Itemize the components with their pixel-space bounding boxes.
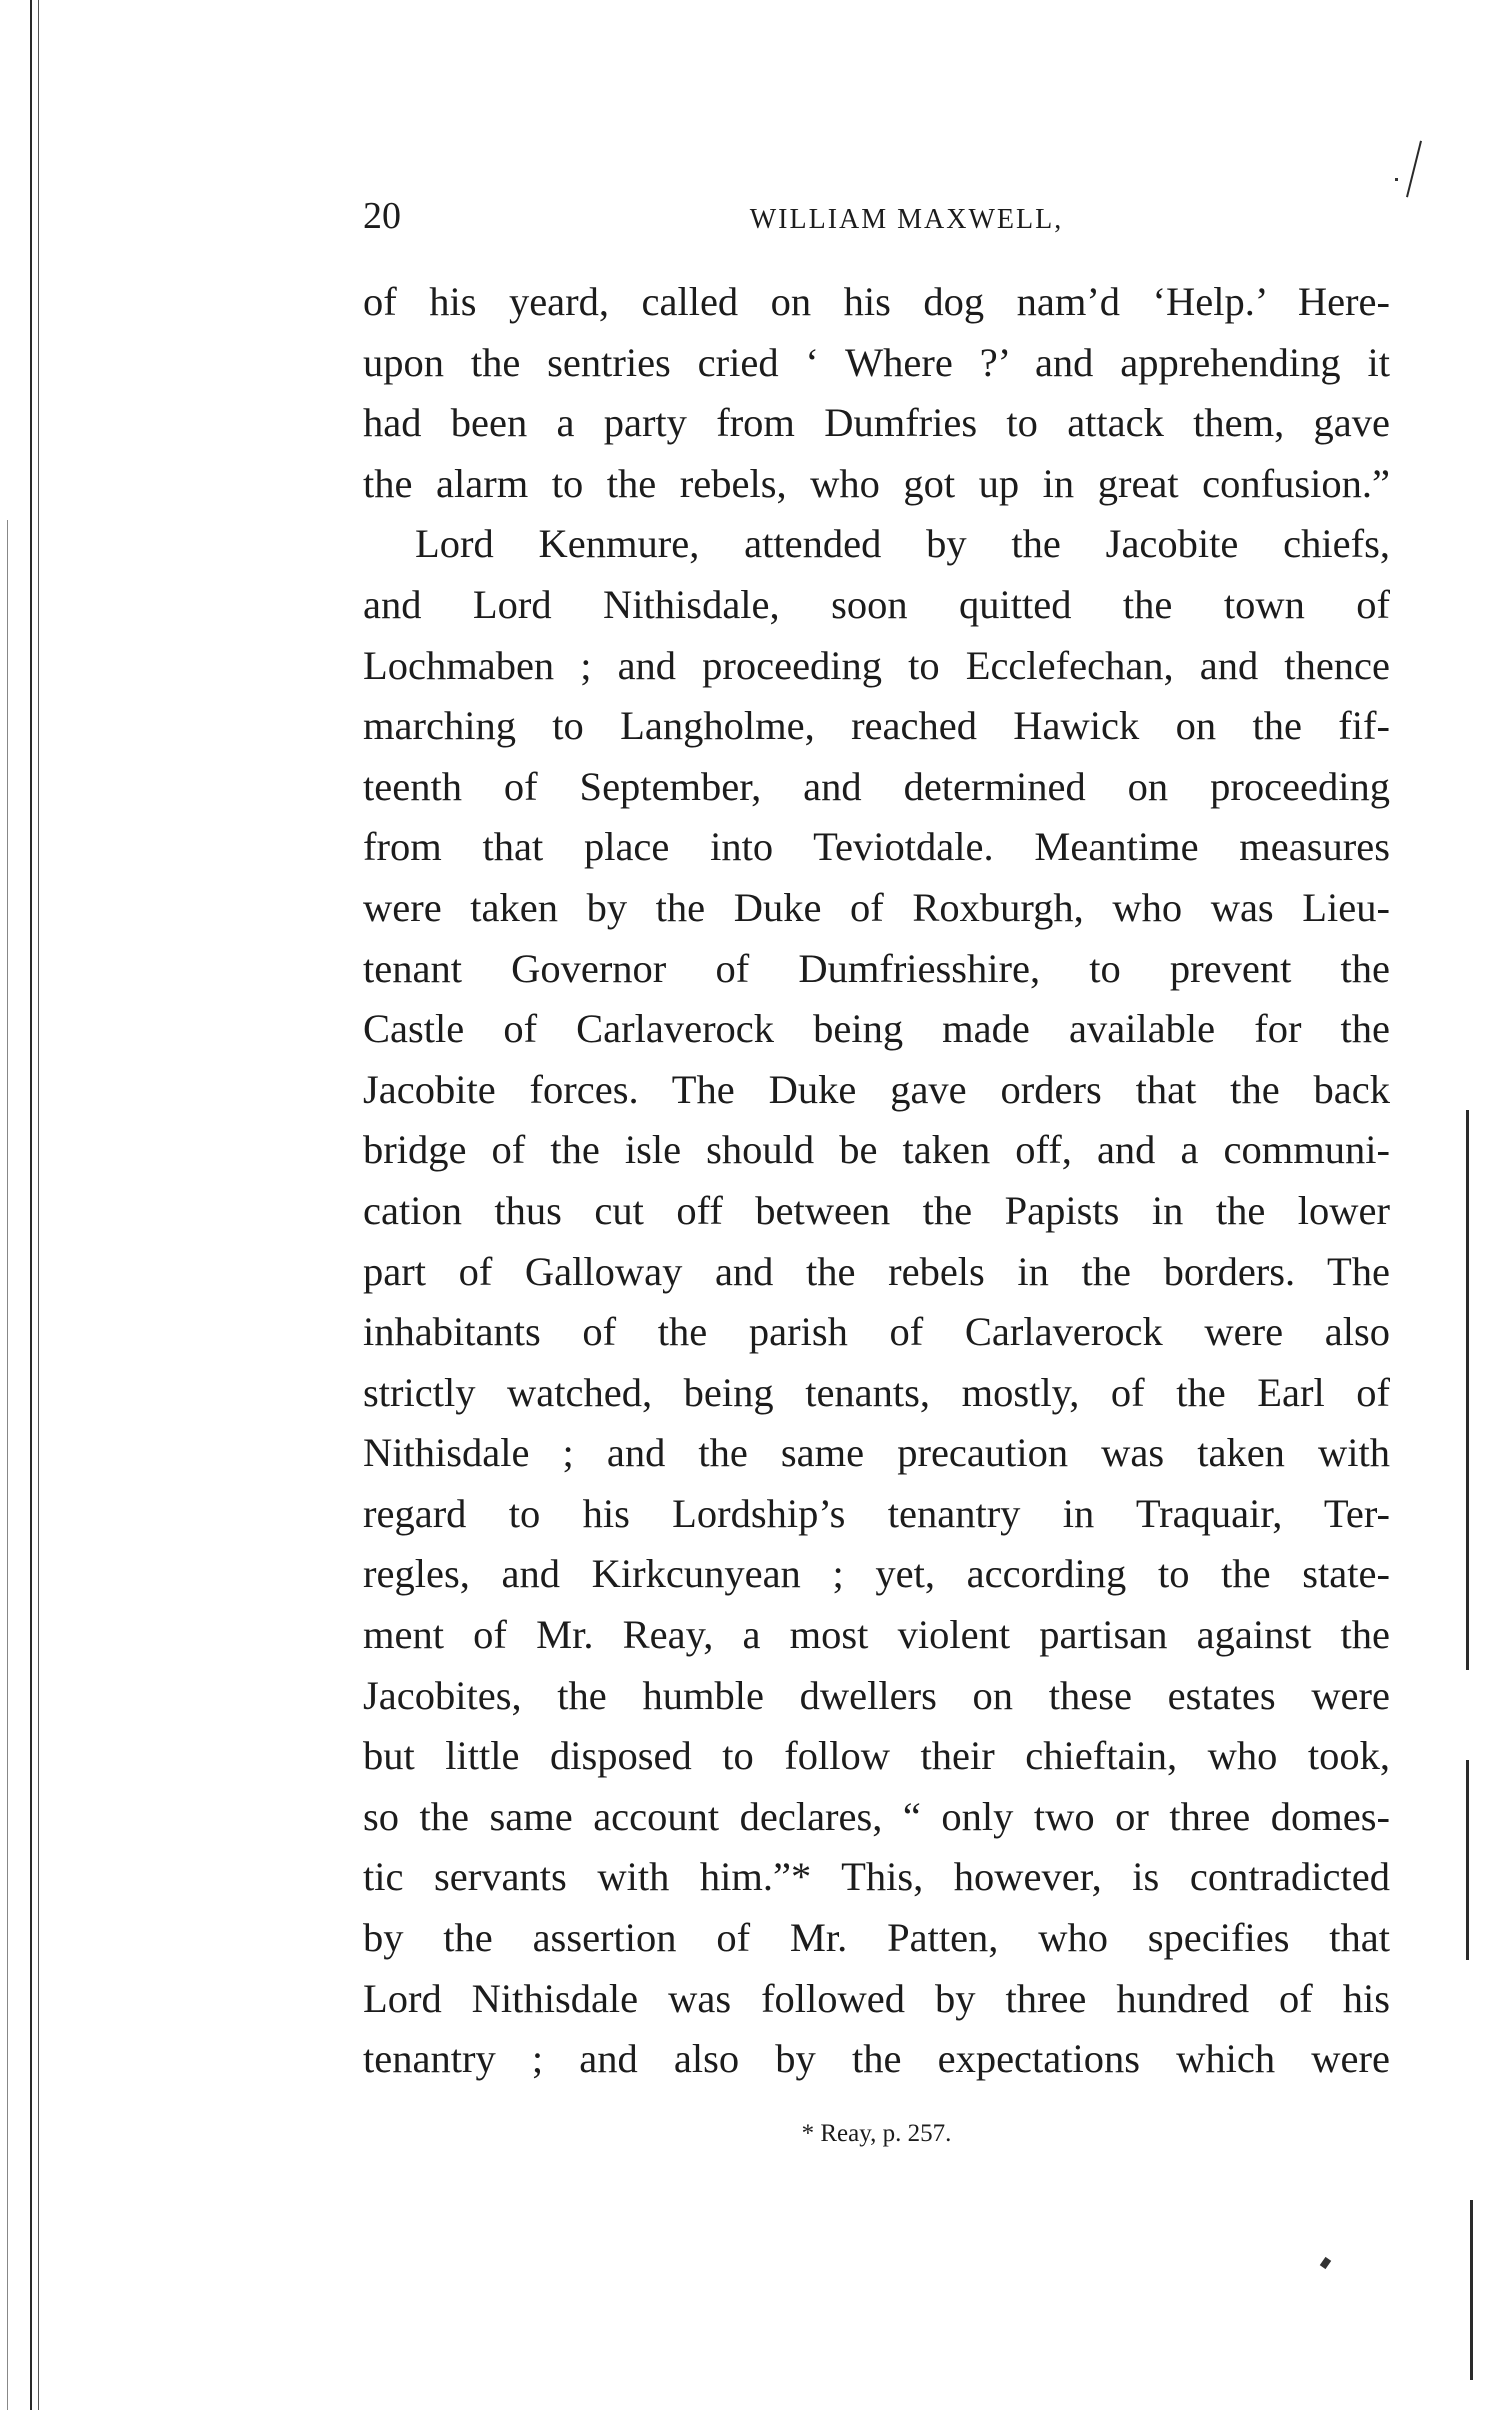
text-line: regles, and Kirkcunyean ; yet, according to the state- <box>363 1551 1390 1597</box>
text-line: ment of Mr. Reay, a most violent partisan against the <box>363 1612 1390 1658</box>
binding-edge-line-faint <box>7 520 8 2410</box>
right-edge-mark-upper <box>1466 1110 1469 1670</box>
text-line: but little disposed to follow their chieftain, who took, <box>363 1733 1390 1779</box>
text-line: Nithisdale ; and the same precaution was taken with <box>363 1430 1390 1476</box>
running-title: WILLIAM MAXWELL, <box>749 204 1064 235</box>
ink-dot <box>1395 178 1398 181</box>
text-line: upon the sentries cried ‘ Where ?’ and apprehending it <box>363 339 1390 385</box>
text-line: tenant Governor of Dumfriesshire, to prevent the <box>363 945 1390 991</box>
text-line: from that place into Teviotdale. Meantime measures <box>363 824 1390 870</box>
binding-edge-line <box>30 0 32 2410</box>
text-line: teenth of September, and determined on proceeding <box>363 763 1390 809</box>
text-line: and Lord Nithisdale, soon quitted the town of <box>363 581 1390 627</box>
text-line: Jacobites, the humble dwellers on these estates were <box>363 1672 1390 1718</box>
text-line: cation thus cut off between the Papists in the lower <box>363 1187 1390 1233</box>
text-line: had been a party from Dumfries to attack them, gave <box>363 400 1390 446</box>
text-line: of his yeard, called on his dog nam’d ‘Help.’ Here- <box>363 279 1390 324</box>
paragraph-start-line: Lord Kenmure, attended by the Jacobite chiefs, <box>415 521 1390 567</box>
text-line: tenantry ; and also by the expectations which were <box>363 2036 1390 2082</box>
right-edge-mark-middle <box>1466 1760 1469 1960</box>
text-line: marching to Langholme, reached Hawick on the fif- <box>363 703 1390 749</box>
text-line: Lochmaben ; and proceeding to Ecclefechan, and thence <box>363 642 1390 688</box>
text-line: the alarm to the rebels, who got up in great confusion.” <box>363 460 1390 506</box>
corner-pencil-mark <box>1406 141 1422 198</box>
text-line: Jacobite forces. The Duke gave orders that the back <box>363 1066 1390 1112</box>
text-line: strictly watched, being tenants, mostly, of the Earl of <box>363 1369 1390 1415</box>
text-line: so the same account declares, “ only two or three domes- <box>363 1793 1390 1839</box>
binding-edge-line-inner <box>38 0 39 2410</box>
footnote: * Reay, p. 257. <box>801 2120 952 2147</box>
text-line: Lord Nithisdale was followed by three hundred of his <box>363 1975 1390 2021</box>
text-line: Castle of Carlaverock being made available for the <box>363 1006 1390 1052</box>
text-line: were taken by the Duke of Roxburgh, who was Lieu- <box>363 884 1390 930</box>
text-line: regard to his Lordship’s tenantry in Traquair, Ter- <box>363 1490 1390 1536</box>
body-text <box>363 272 1390 2082</box>
text-line: tic servants with him.”* This, however, is contradicted <box>363 1854 1390 1900</box>
page-number: 20 <box>363 195 401 237</box>
text-line: inhabitants of the parish of Carlaverock were also <box>363 1309 1390 1355</box>
text-line: by the assertion of Mr. Patten, who specifies that <box>363 1915 1390 1961</box>
page-header <box>363 190 1390 250</box>
ink-speck <box>1320 2257 1331 2269</box>
text-line: bridge of the isle should be taken off, and a communi- <box>363 1127 1390 1173</box>
text-line: part of Galloway and the rebels in the borders. The <box>363 1248 1390 1294</box>
right-edge-mark-lower <box>1470 2200 1473 2380</box>
